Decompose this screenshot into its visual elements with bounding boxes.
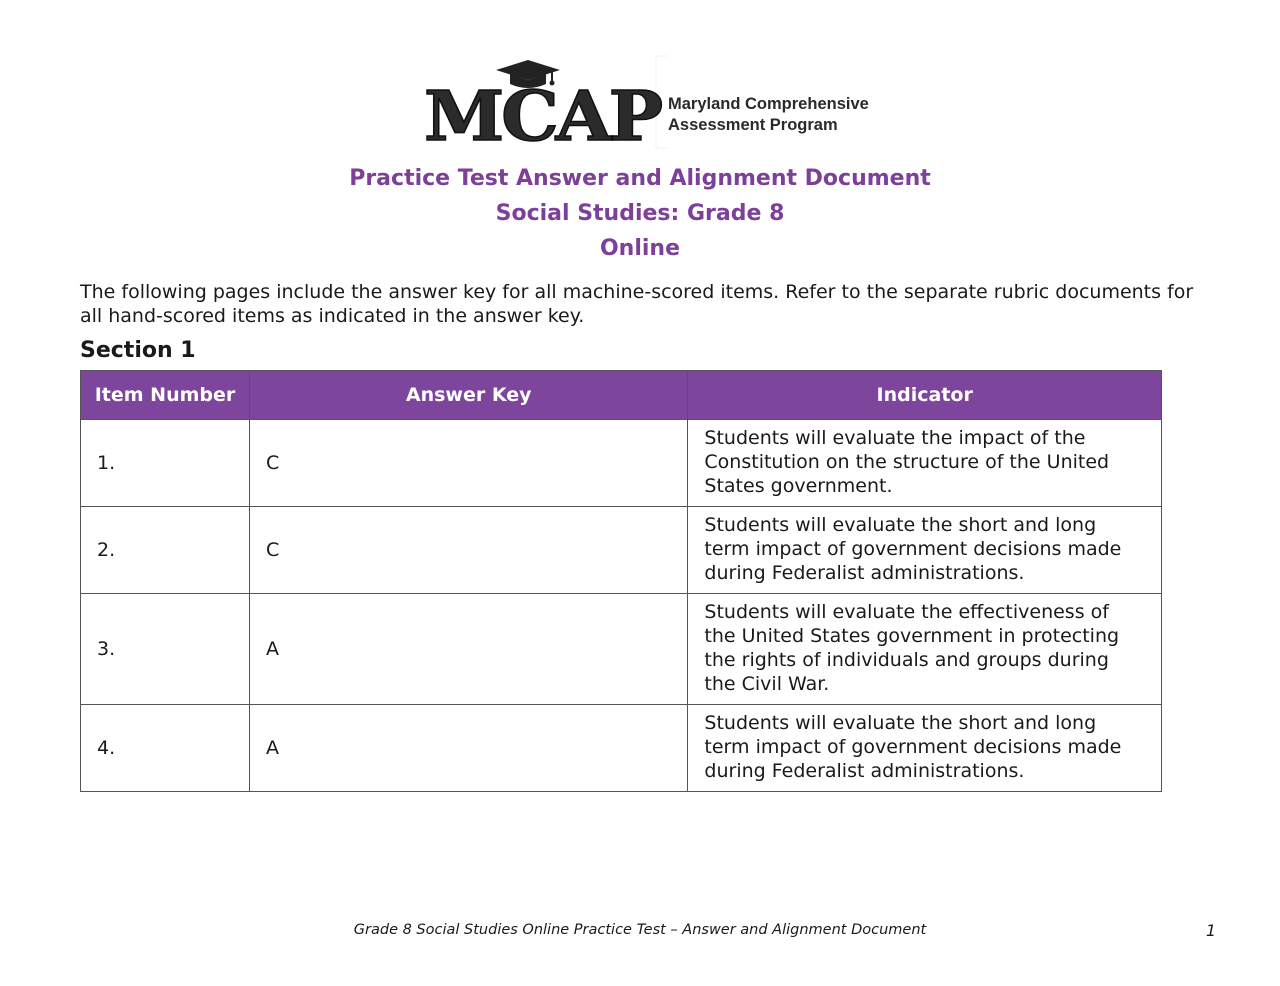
item-number-cell: 2.: [81, 507, 250, 594]
item-number-cell: 4.: [81, 705, 250, 792]
item-number-cell: 1.: [81, 420, 250, 507]
table-row: [81, 507, 1162, 594]
table-header-row: [81, 371, 1162, 420]
logo-subtitle-line2: Assessment Program: [668, 116, 838, 134]
answer-cell: C: [249, 507, 687, 594]
table-row: [81, 594, 1162, 705]
document-mode: Online: [599, 236, 681, 261]
section-title: Section 1: [80, 338, 196, 363]
answer-key-table: [80, 370, 1162, 792]
answer-cell: A: [249, 594, 687, 705]
table-row: [81, 420, 1162, 507]
page-number: 1: [1205, 921, 1216, 940]
logo-subtitle-line1: Maryland Comprehensive: [668, 95, 869, 113]
svg-text:MCAP: MCAP: [424, 77, 662, 150]
indicator-cell: Students will evaluate the short and long term impact of government decisions made during Federalist administrations.: [688, 507, 1162, 594]
table-row: [81, 705, 1162, 792]
logo-subtitle: [668, 94, 869, 136]
indicator-cell: Students will evaluate the effectiveness of the United States government in protecting the rights of individuals and groups during the Civil War.: [688, 594, 1162, 705]
column-header-answer-key: Answer Key: [249, 371, 687, 420]
page-footer: Grade 8 Social Studies Online Practice Test – Answer and Alignment Document: [353, 922, 927, 938]
indicator-cell: Students will evaluate the impact of the Constitution on the structure of the United States government.: [688, 420, 1162, 507]
mcap-logo: [424, 54, 872, 150]
intro-paragraph: The following pages include the answer key for all machine-scored items. Refer to the separate rubric documents for all hand-scored items as indicated in the answer key.: [80, 281, 1194, 327]
column-header-indicator: Indicator: [688, 371, 1162, 420]
document-title: Practice Test Answer and Alignment Document: [349, 166, 931, 191]
item-number-cell: 3.: [81, 594, 250, 705]
column-header-item-number: Item Number: [81, 371, 250, 420]
answer-cell: C: [249, 420, 687, 507]
indicator-cell: Students will evaluate the short and long term impact of government decisions made during Federalist administrations.: [688, 705, 1162, 792]
mcap-logo-mark: [424, 54, 668, 150]
answer-cell: A: [249, 705, 687, 792]
document-subject: Social Studies: Grade 8: [495, 201, 785, 226]
